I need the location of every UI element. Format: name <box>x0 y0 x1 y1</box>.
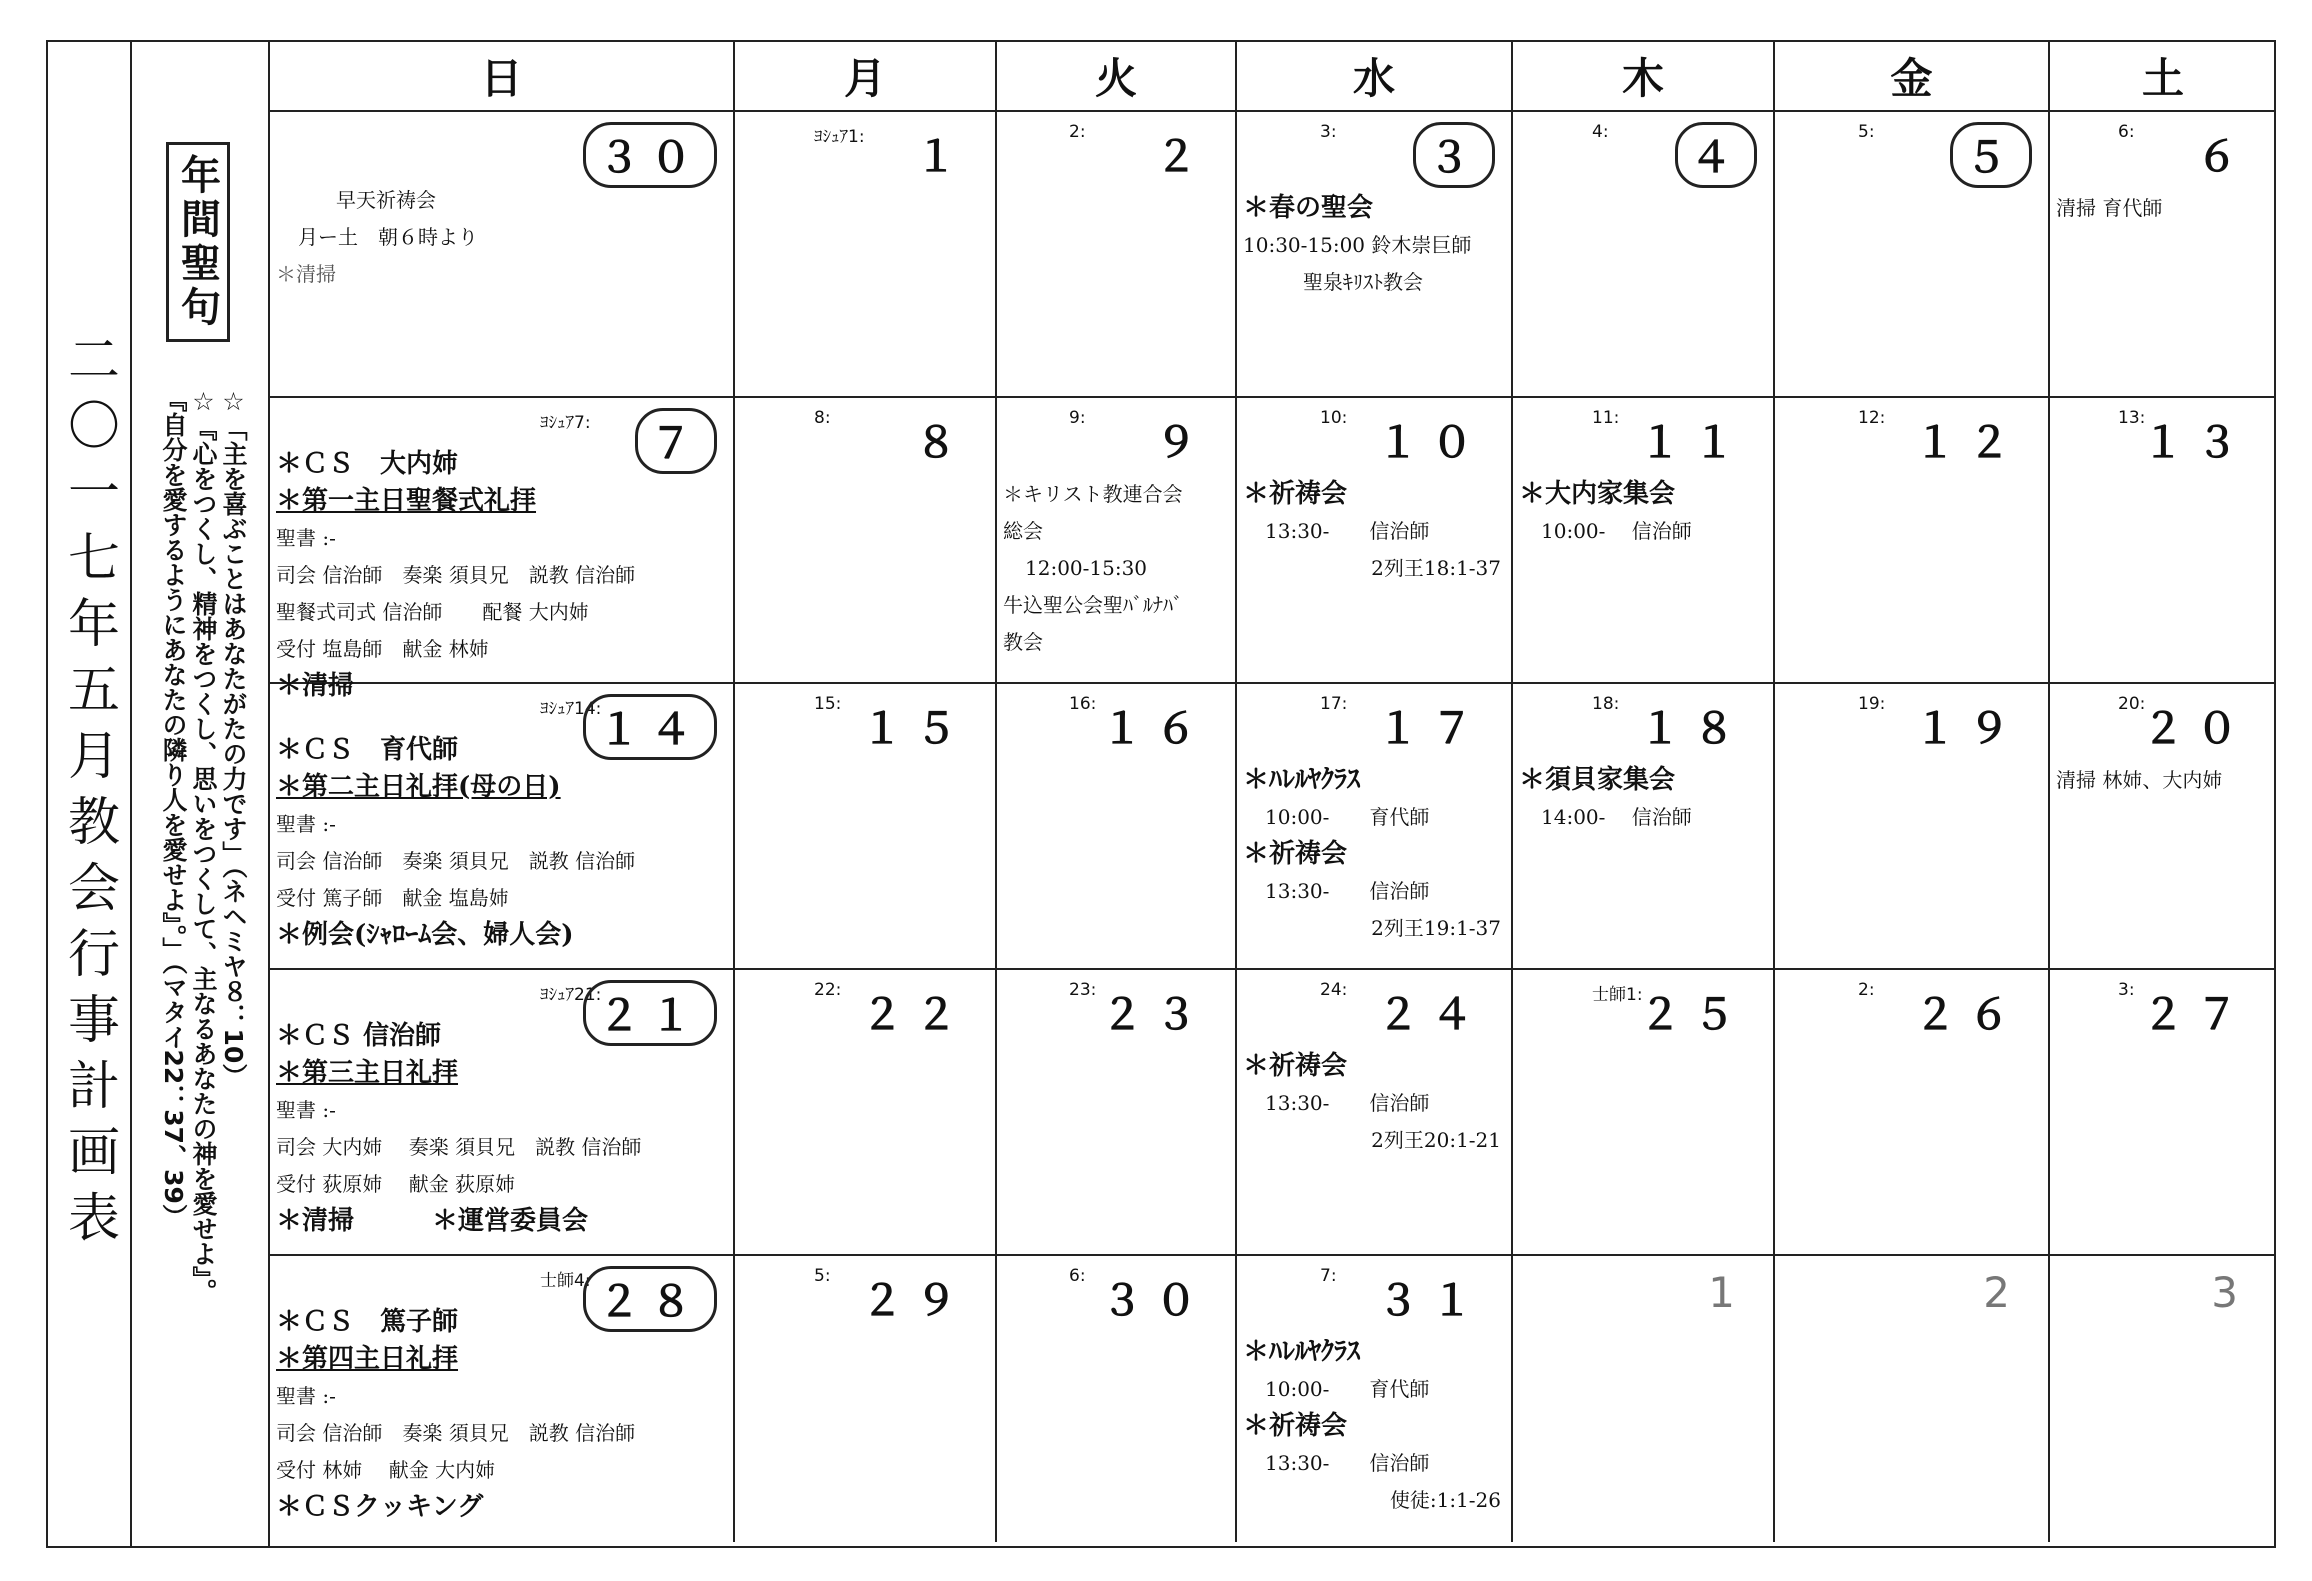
day-cell <box>270 684 735 970</box>
verse-line-2: ☆『心をつくし、精神をつくし、思いをつくして、主なるあなたの神を愛せよ』。 <box>189 387 218 1304</box>
event-line: ＊清掃 <box>276 671 355 701</box>
day-number: ２１ <box>583 980 717 1046</box>
event-line: 聖書 :- <box>276 1098 336 1122</box>
day-cell <box>1513 1256 1775 1542</box>
event-list <box>1519 762 1769 836</box>
event-line: ＊ﾊﾚﾙﾔｸﾗｽ <box>1243 1337 1361 1367</box>
day-number: ２８ <box>583 1266 717 1332</box>
scripture-ref: 5: <box>814 1266 831 1286</box>
event-line: ＊祈祷会 <box>1243 839 1348 869</box>
day-number: １８ <box>1638 704 1747 753</box>
event-line: ＊祈祷会 <box>1243 1051 1348 1081</box>
day-cell <box>1237 970 1513 1256</box>
scripture-ref: 3: <box>2118 980 2135 1000</box>
event-line: ＊清掃 <box>276 262 336 286</box>
day-number: １７ <box>1376 704 1485 753</box>
event-list <box>1519 476 1769 550</box>
event-line: 2列王19:1-37 <box>1371 916 1501 940</box>
day-cell <box>2050 970 2276 1256</box>
day-cell <box>270 398 735 701</box>
day-cell <box>735 112 997 398</box>
event-list <box>1243 190 1507 301</box>
event-line: ＊第一主日聖餐式礼拝 <box>276 486 537 516</box>
day-number: ８ <box>914 418 969 467</box>
event-line: 司会 大内姉 奏楽 須貝兄 説教 信治師 <box>276 1135 642 1159</box>
day-number: ２７ <box>2141 990 2250 1039</box>
day-number: １０ <box>1376 418 1485 467</box>
event-list <box>1243 476 1507 587</box>
event-list <box>1243 1048 1507 1159</box>
scripture-ref: 22: <box>814 980 842 1000</box>
event-line: 受付 篤子師 献金 塩島姉 <box>276 886 509 910</box>
day-cell <box>1513 684 1775 970</box>
day-number: ３１ <box>1376 1276 1485 1325</box>
event-line: 12:00-15:30 <box>1025 556 1148 580</box>
event-line: 司会 信治師 奏楽 須貝兄 説教 信治師 <box>276 1421 636 1445</box>
event-line: 教会 <box>1003 630 1043 654</box>
event-line: 13:30- 信治師 <box>1265 1091 1430 1115</box>
day-cell <box>1775 970 2050 1256</box>
day-cell <box>997 398 1237 684</box>
event-line: 総会 <box>1003 519 1043 543</box>
day-cell <box>735 970 997 1256</box>
scripture-ref: 7: <box>1320 1266 1337 1286</box>
scripture-ref: 19: <box>1858 694 1886 714</box>
event-list <box>2056 762 2272 799</box>
scripture-ref: 10: <box>1320 408 1348 428</box>
day-number: ２５ <box>1638 990 1747 1039</box>
calendar-sheet <box>46 40 2276 1548</box>
day-cell <box>270 970 735 1256</box>
event-list <box>276 182 729 293</box>
event-line: 13:30- 信治師 <box>1265 519 1430 543</box>
day-number: 1 <box>1708 1268 1747 1317</box>
day-cell <box>1775 112 2050 398</box>
scripture-ref: ﾖｼｭｱ1: <box>814 127 865 147</box>
scripture-ref: 士師4: <box>540 1271 591 1291</box>
day-number: １ <box>914 132 969 181</box>
event-list <box>276 1304 729 1526</box>
scripture-ref: 16: <box>1069 694 1097 714</box>
day-cell <box>1237 684 1513 970</box>
day-number: ４ <box>1675 122 1757 188</box>
day-number: ２９ <box>860 1276 969 1325</box>
event-line: ＊ﾊﾚﾙﾔｸﾗｽ <box>1243 765 1361 795</box>
event-line: 13:30- 信治師 <box>1265 879 1430 903</box>
event-line: 2列王18:1-37 <box>1371 556 1501 580</box>
event-line: 聖泉ｷﾘｽﾄ教会 <box>1303 270 1423 294</box>
event-list <box>1003 476 1231 661</box>
day-cell <box>1513 398 1775 684</box>
event-line: ＊ＣＳクッキング <box>276 1492 484 1522</box>
day-cell <box>1237 1256 1513 1542</box>
event-line: 10:00- 育代師 <box>1265 805 1430 829</box>
day-number: 3 <box>2211 1268 2250 1317</box>
scripture-ref: ﾖｼｭｱ14: <box>540 699 602 719</box>
event-line: 聖書 :- <box>276 1384 336 1408</box>
scripture-ref: 20: <box>2118 694 2146 714</box>
event-line: 受付 塩島師 献金 林姉 <box>276 637 489 661</box>
scripture-ref: 13: <box>2118 408 2146 428</box>
day-number: ７ <box>635 408 717 474</box>
event-line: 聖書 :- <box>276 812 336 836</box>
scripture-ref: 23: <box>1069 980 1097 1000</box>
event-line: ＊第三主日礼拝 <box>276 1058 459 1088</box>
scripture-ref: 12: <box>1858 408 1886 428</box>
event-line: ＊ＣＳ 篤子師 <box>276 1307 459 1337</box>
day-number: １１ <box>1638 418 1747 467</box>
day-cell <box>1775 398 2050 684</box>
day-cell <box>735 1256 997 1542</box>
day-cell <box>997 112 1237 398</box>
event-line: ＊清掃 ＊運営委員会 <box>276 1206 589 1236</box>
day-cell <box>1775 1256 2050 1542</box>
scripture-ref: 2: <box>1858 980 1875 1000</box>
weekday-header-6: 土 <box>2050 42 2276 112</box>
event-list <box>1243 762 1507 947</box>
scripture-ref: 6: <box>1069 1266 1086 1286</box>
day-number: ２４ <box>1376 990 1485 1039</box>
scripture-ref: ﾖｼｭｱ21: <box>540 985 602 1005</box>
event-line: 牛込聖公会聖ﾊﾞﾙﾅﾊﾞ <box>1003 593 1183 617</box>
day-number: ２ <box>1154 132 1209 181</box>
day-number: １９ <box>1913 704 2022 753</box>
event-line: ＊ＣＳ 信治師 <box>276 1021 442 1051</box>
event-line: ＊祈祷会 <box>1243 1411 1348 1441</box>
event-line: 早天祈祷会 <box>336 188 436 212</box>
weekday-header-2: 火 <box>997 42 1237 112</box>
day-number: １５ <box>860 704 969 753</box>
event-line: ＊祈祷会 <box>1243 479 1348 509</box>
day-cell <box>270 1256 735 1542</box>
day-cell <box>735 398 997 684</box>
day-number: ２３ <box>1100 990 1209 1039</box>
scripture-ref: 15: <box>814 694 842 714</box>
scripture-ref: 9: <box>1069 408 1086 428</box>
day-cell <box>2050 398 2276 684</box>
event-line: 13:30- 信治師 <box>1265 1451 1430 1475</box>
day-number: ９ <box>1154 418 1209 467</box>
day-number: ２６ <box>1913 990 2022 1039</box>
scripture-ref: 3: <box>1320 122 1337 142</box>
weekday-header-0: 日 <box>270 42 735 112</box>
event-line: 司会 信治師 奏楽 須貝兄 説教 信治師 <box>276 849 636 873</box>
day-number: ６ <box>2195 132 2250 181</box>
scripture-ref: 5: <box>1858 122 1875 142</box>
verse-line-1: ☆「主を喜ぶことはあなたがたの力です」（ネヘミヤ８：10） <box>219 387 248 1089</box>
event-list <box>1243 1334 1507 1519</box>
scripture-ref: 6: <box>2118 122 2135 142</box>
day-cell <box>997 1256 1237 1542</box>
scripture-ref: 8: <box>814 408 831 428</box>
event-line: ＊ＣＳ 大内姉 <box>276 449 459 479</box>
weekday-header-3: 水 <box>1237 42 1513 112</box>
event-line: ＊第四主日礼拝 <box>276 1344 459 1374</box>
event-list <box>2056 190 2272 227</box>
event-line: 2列王20:1-21 <box>1371 1128 1501 1152</box>
day-number: ５ <box>1950 122 2032 188</box>
day-number: ２０ <box>2141 704 2250 753</box>
event-line: 聖書 :- <box>276 526 336 550</box>
day-number: １４ <box>583 694 717 760</box>
event-line: ＊例会(ｼｬﾛｰﾑ会、婦人会) <box>276 920 574 950</box>
event-list <box>276 732 729 954</box>
page-title: 二〇一七年五月教会行事計画表 <box>58 332 119 1256</box>
event-line: ＊キリスト教連合会 <box>1003 482 1183 506</box>
event-line: ＊大内家集会 <box>1519 479 1676 509</box>
day-number: ３０ <box>1100 1276 1209 1325</box>
scripture-ref: 11: <box>1592 408 1620 428</box>
yearly-verse-label-box <box>166 142 230 342</box>
calendar-grid <box>270 42 2274 1546</box>
day-number: 2 <box>1983 1268 2022 1317</box>
event-line: 受付 荻原姉 献金 荻原姉 <box>276 1172 516 1196</box>
weekday-header-4: 木 <box>1513 42 1775 112</box>
scripture-ref: 18: <box>1592 694 1620 714</box>
event-line: 聖餐式司式 信治師 配餐 大内姉 <box>276 600 589 624</box>
event-line: 10:00- 信治師 <box>1541 519 1692 543</box>
day-number: ２２ <box>860 990 969 1039</box>
event-list <box>276 1018 729 1240</box>
event-line: ＊春の聖会 <box>1243 193 1374 223</box>
day-cell <box>997 684 1237 970</box>
day-number: １３ <box>2141 418 2250 467</box>
event-line: 清掃 林姉、大内姉 <box>2056 768 2223 792</box>
scripture-ref: ﾖｼｭｱ7: <box>540 413 591 433</box>
day-cell <box>2050 684 2276 970</box>
event-list <box>276 446 729 705</box>
event-line: 受付 林姉 献金 大内姉 <box>276 1458 496 1482</box>
day-cell <box>270 112 735 398</box>
event-line: 月ー土 朝６時より <box>298 225 478 249</box>
scripture-ref: 士師1: <box>1592 985 1643 1005</box>
day-cell <box>997 970 1237 1256</box>
event-line: 使徒:1:1-26 <box>1389 1488 1501 1512</box>
event-line: ＊ＣＳ 育代師 <box>276 735 459 765</box>
day-number: １２ <box>1913 418 2022 467</box>
day-cell <box>1513 970 1775 1256</box>
day-cell <box>1775 684 2050 970</box>
day-cell <box>1237 112 1513 398</box>
weekday-header-1: 月 <box>735 42 997 112</box>
event-line: 14:00- 信治師 <box>1541 805 1692 829</box>
day-cell <box>1237 398 1513 684</box>
event-line: ＊第二主日礼拝(母の日) <box>276 772 561 802</box>
event-line: 10:00- 育代師 <box>1265 1377 1430 1401</box>
day-number: １６ <box>1100 704 1209 753</box>
scripture-ref: 4: <box>1592 122 1609 142</box>
title-column <box>48 42 132 1546</box>
day-number: ３０ <box>583 122 717 188</box>
event-line: 司会 信治師 奏楽 須貝兄 説教 信治師 <box>276 563 636 587</box>
day-number: ３ <box>1413 122 1495 188</box>
weekday-header-5: 金 <box>1775 42 2050 112</box>
scripture-ref: 2: <box>1069 122 1086 142</box>
day-cell <box>735 684 997 970</box>
yearly-verse-column <box>132 42 270 1546</box>
event-line: ＊須貝家集会 <box>1519 765 1676 795</box>
yearly-verse-label: 年間聖句 <box>174 154 221 330</box>
event-line: 10:30-15:00 鈴木崇巨師 <box>1243 233 1472 257</box>
scripture-ref: 17: <box>1320 694 1348 714</box>
day-cell <box>2050 1256 2276 1542</box>
day-cell <box>2050 112 2276 398</box>
day-cell <box>1513 112 1775 398</box>
verse-line-3: 『自分を愛するようにあなたの隣り人を愛せよ』。」（マタイ22：37、39） <box>159 387 188 1229</box>
event-line: 清掃 育代師 <box>2056 196 2163 220</box>
scripture-ref: 24: <box>1320 980 1348 1000</box>
